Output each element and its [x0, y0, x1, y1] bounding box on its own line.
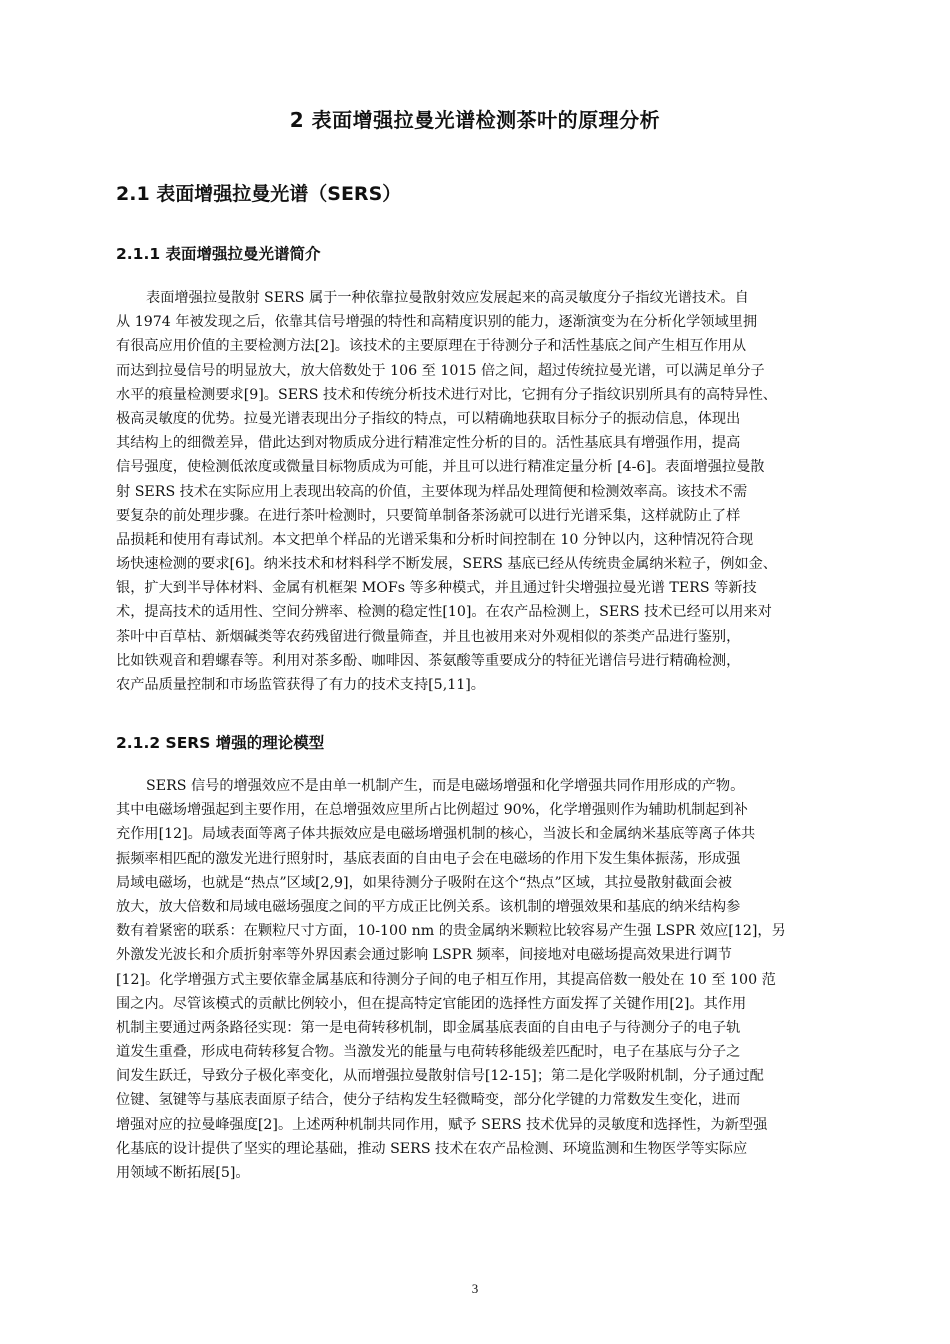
paragraph-line: 比如铁观音和碧螺春等。利用对茶多酚、咖啡因、茶氨酸等重要成分的特征光谱信号进行精确检测，	[116, 652, 741, 669]
paragraph-line: 道发生重叠，形成电荷转移复合物。当激发光的能量与电荷转移能级差匹配时，电子在基底与分子之	[116, 1044, 741, 1061]
paragraph-line: 极高灵敏度的优势。拉曼光谱表现出分子指纹的特点，可以精确地获取目标分子的振动信息，体现出	[116, 410, 741, 427]
paragraph-line: 数有着紧密的联系：在颗粒尺寸方面，10-100 nm 的贵金属纳米颗粒比较容易产生强 LSPR 效应[12]，另	[116, 923, 786, 940]
paragraph-line: 振频率相匹配的激发光进行照射时，基底表面的自由电子会在电磁场的作用下发生集体振荡，形成强	[116, 850, 741, 867]
paragraph-line: 其中电磁场增强起到主要作用，在总增强效应里所占比例超过 90%，化学增强则作为辅助机制起到补	[116, 802, 748, 819]
paragraph-line: 其结构上的细微差异，借此达到对物质成分进行精准定性分析的目的。活性基底具有增强作用，提高	[116, 435, 741, 452]
paragraph-line: 位键、氢键等与基底表面原子结合，使分子结构发生轻微畸变，部分化学键的力常数发生变化，进而	[116, 1092, 741, 1109]
paragraph-line: 银，扩大到半导体材料、金属有机框架 MOFs 等多种模式，并且通过针尖增强拉曼光谱 TERS 等新技	[116, 580, 757, 597]
paragraph-line: 局域电磁场，也就是“热点”区域[2,9]，如果待测分子吸附在这个“热点”区域，其拉曼散射截面会被	[116, 874, 732, 891]
paragraph-line: 充作用[12]。局域表面等离子体共振效应是电磁场增强机制的核心，当波长和金属纳米基底等离子体共	[116, 826, 756, 843]
paragraph-line: 围之内。尽管该模式的贡献比例较小，但在提高特定官能团的选择性方面发挥了关键作用[2]。其作用	[116, 995, 747, 1012]
paragraph-line: 信号强度，使检测低浓度或微量目标物质成为可能，并且可以进行精准定量分析 [4-6]。表面增强拉曼散	[116, 459, 765, 476]
paragraph-line: 场快速检测的要求[6]。纳米技术和材料科学不断发展，SERS 基底已经从传统贵金属纳米粒子，例如金、	[116, 556, 777, 573]
paragraph-line: 而达到拉曼信号的明显放大，放大倍数处于 106 至 1015 倍之间，超过传统拉曼光谱，可以满足单分子	[116, 362, 765, 379]
paragraph-line: 增强对应的拉曼峰强度[2]。上述两种机制共同作用，赋予 SERS 技术优异的灵敏度和选择性，为新型强	[116, 1116, 768, 1133]
paragraph-sers-intro	[116, 286, 860, 697]
paragraph-line: 茶叶中百草枯、新烟碱类等农药残留进行微量筛查，并且也被用来对外观相似的茶类产品进行鉴别，	[116, 628, 741, 645]
section-title: 2.1 表面增强拉曼光谱（SERS）	[116, 183, 402, 205]
paragraph-line: SERS 信号的增强效应不是由单一机制产生，而是电磁场增强和化学增强共同作用形成的产物。	[146, 778, 745, 794]
page-number: 3	[471, 1281, 479, 1296]
paragraph-line: 有很高应用价值的主要检测方法[2]。该技术的主要原理在于待测分子和活性基底之间产生相互作用从	[116, 338, 747, 355]
paragraph-line: 品损耗和使用有毒试剂。本文把单个样品的光谱采集和分析时间控制在 10 分钟以内，这种情况符合现	[116, 531, 754, 548]
paragraph-line: 表面增强拉曼散射 SERS 属于一种依靠拉曼散射效应发展起来的高灵敏度分子指纹光谱技术。自	[146, 290, 749, 306]
paragraph-line: 外激发光波长和介质折射率等外界因素会通过影响 LSPR 频率，间接地对电磁场提高效果进行调节	[116, 947, 732, 964]
paragraph-line: 农产品质量控制和市场监管获得了有力的技术支持[5,11]。	[116, 677, 485, 693]
paragraph-line: 水平的痕量检测要求[9]。SERS 技术和传统分析技术进行对比，它拥有分子指纹识别所具有的高特异性、	[116, 386, 777, 403]
paragraph-line: 放大，放大倍数和局域电磁场强度之间的平方成正比例关系。该机制的增强效果和基底的纳米结构参	[116, 898, 741, 915]
paragraph-line: 化基底的设计提供了坚实的理论基础，推动 SERS 技术在农产品检测、环境监测和生物医学等实际应	[116, 1140, 748, 1157]
paragraph-line: 术，提高技术的适用性、空间分辨率、检测的稳定性[10]。在农产品检测上，SERS 技术已经可以用来对	[116, 604, 772, 621]
paragraph-line: 射 SERS 技术在实际应用上表现出较高的价值，主要体现为样品处理简便和检测效率高。该技术不需	[116, 483, 748, 500]
paragraph-line: 要复杂的前处理步骤。在进行茶叶检测时，只要简单制备茶汤就可以进行光谱采集，这样就防止了样	[116, 507, 741, 524]
paragraph-line: 间发生跃迁，导致分子极化率变化，从而增强拉曼散射信号[12-15]；第二是化学吸附机制，分子通过配	[116, 1068, 764, 1085]
paragraph-sers-theory	[116, 774, 860, 1185]
subsection-title-2-1-2: 2.1.2 SERS 增强的理论模型	[116, 734, 325, 752]
chapter-title: 2 表面增强拉曼光谱检测茶叶的原理分析	[289, 108, 661, 132]
paragraph-line: 从 1974 年被发现之后，依靠其信号增强的特性和高精度识别的能力，逐渐演变为在分析化学领域里拥	[116, 314, 758, 331]
paragraph-line: [12]。化学增强方式主要依靠金属基底和待测分子间的电子相互作用，其提高倍数一般处在 10 至 100 范	[116, 971, 776, 988]
subsection-title-2-1-1: 2.1.1 表面增强拉曼光谱简介	[116, 245, 321, 263]
paragraph-line: 用领域不断拓展[5]。	[116, 1165, 250, 1181]
paragraph-line: 机制主要通过两条路径实现：第一是电荷转移机制，即金属基底表面的自由电子与待测分子的电子轨	[116, 1019, 741, 1036]
